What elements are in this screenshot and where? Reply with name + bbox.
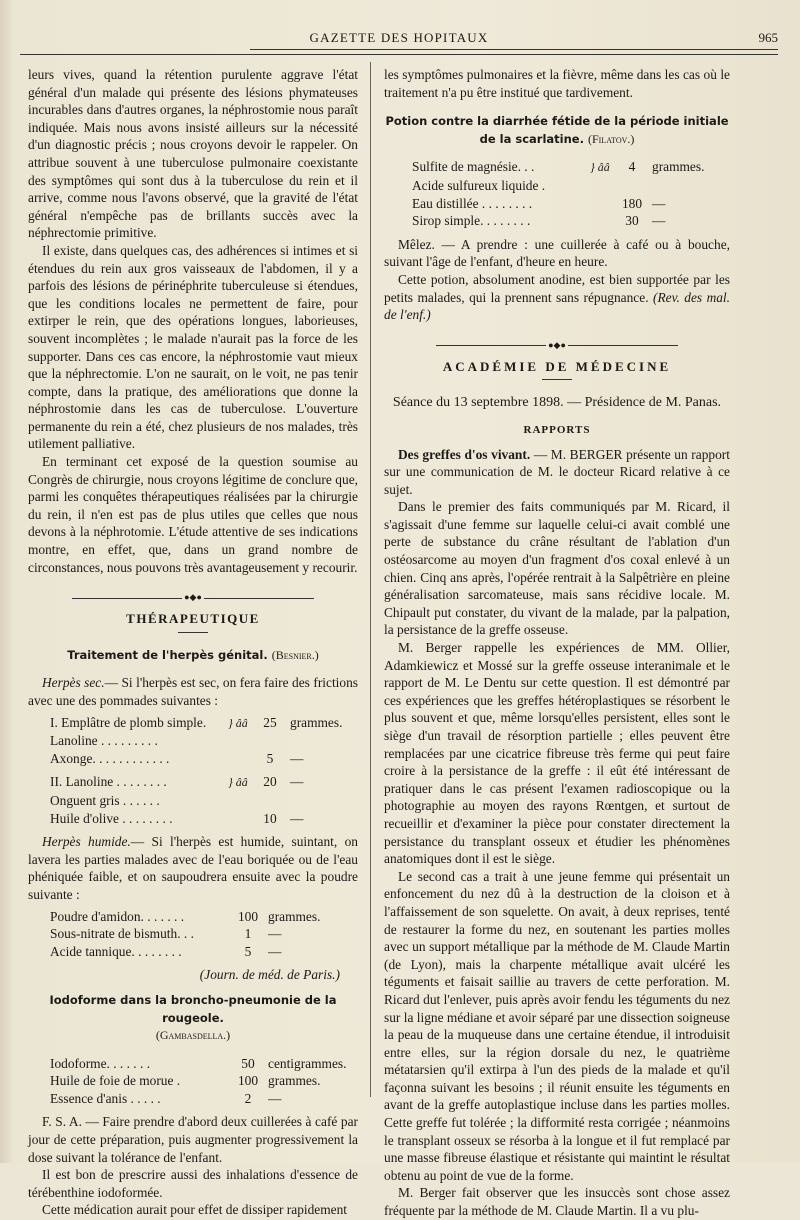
ingredient-unit: — xyxy=(290,810,304,826)
ingredient-unit: — xyxy=(290,750,304,766)
article-title-text: Iodoforme dans la broncho-pneumonie de la rougeole. xyxy=(49,992,337,1025)
ingredient-name: Acide sulfureux liquide . xyxy=(412,177,546,193)
reporter: — M. BERGER xyxy=(533,446,623,462)
ingredient-name: Huile de foie de morue . xyxy=(50,1073,181,1089)
prescription-2 xyxy=(50,773,358,827)
paragraph: F. S. A. — Faire prendre d'abord deux cuillerées à café par jour de cette préparation, puis augmenter progressivement la dose suivant la tolérance de l'enfant. xyxy=(28,1114,358,1165)
column-divider xyxy=(370,62,371,1097)
section-title-academie: ACADÉMIE DE MÉDECINE xyxy=(442,358,672,374)
page-header xyxy=(20,24,778,48)
ingredient-row xyxy=(50,773,358,792)
ingredient-brace: } ââ xyxy=(590,160,610,175)
ingredient-row xyxy=(50,943,358,961)
article-title-herpes xyxy=(28,647,358,665)
ingredient-row xyxy=(412,177,730,195)
paragraph: M. Berger rappelle les expériences de MM. Ollier, Adamkiewicz et Mossé sur la greffe osseuse interanimale et le rapport de M. Le Dentu sur cette question. Il est démontré par ces expériences que les greffes hétéroplastiques se résorbent le plus souvent et que, même lorsqu'elles persistent, elles sont le siège d'un travail de résorption partielle ; elles peuvent être remplacées par une cicatrice fibreuse très ferme qui peut faire croire à la persistance de la greffe : il eût été intéressant de pratiquer dans le cas présent l'examen radioscopique ou la photographie au moyen des rayons Rœntgen, et surtout de recueillir et d'examiner la pièce pour constater directement la persistance du transplant osseux et étudier les phénomènes anatomiques dont il est le siège. xyxy=(384,640,730,867)
ingredient-unit: — xyxy=(268,1090,282,1106)
ingredient-unit: — xyxy=(652,195,666,211)
ingredient-name: Sous-nitrate de bismuth. . . xyxy=(50,926,194,942)
ingredient-qty: 20 xyxy=(263,774,277,790)
ingredient-row xyxy=(50,1072,358,1090)
source-citation: (Journ. de méd. de Paris.) xyxy=(199,967,340,983)
short-rule xyxy=(178,632,208,633)
ingredient-brace: } ââ xyxy=(228,715,248,730)
ingredient-qty: 25 xyxy=(263,714,277,730)
ingredient-qty: 2 xyxy=(244,1090,252,1106)
paragraph: Cette médication aurait pour effet de dissiper rapidement xyxy=(42,1202,348,1218)
paragraph: Dans le premier des faits communiqués par M. Ricard, il s'agissait d'une femme sur laquelle celui-ci avait comblé une perte de substance du crâne résultant de l'ablation d'un ostéosarcome au moyen d'un fragment d'os coxal enlevé à un chien. Cinq ans après, l'opérée rentrait à la Salpêtrière en pleine généralisation sarcomateuse, mais sans récidive locale. M. Chipault put constater, du vivant de la malade, par la palpation, la persistance de la greffe osseuse. xyxy=(384,499,730,638)
paragraph-herpes-humide xyxy=(28,833,358,903)
paragraph: Il est bon de prescrire aussi des inhalations d'essence de térébenthine iodoformée. xyxy=(28,1167,358,1200)
section-ornament: ●◆● xyxy=(384,336,730,346)
ingredient-name: Lanoline . . . . . . . . . xyxy=(50,733,158,749)
ingredient-unit: grammes. xyxy=(268,908,321,924)
rapports-heading: RAPPORTS xyxy=(523,423,591,436)
ingredient-qty: 5 xyxy=(266,750,274,766)
paragraph-potion-note xyxy=(384,271,730,324)
lead-in: Des greffes d'os vivant. xyxy=(398,446,531,462)
ingredient-row xyxy=(50,792,358,810)
ingredient-qty: 100 xyxy=(237,908,259,924)
article-title-text: Traitement de l'herpès génital. xyxy=(67,647,268,662)
paragraph: Mêlez. — A prendre : une cuillerée à café ou à bouche, suivant l'âge de l'enfant, d'heure en heure. xyxy=(384,236,730,270)
lead-in: Herpès humide. xyxy=(42,834,131,850)
ingredient-qty: 180 xyxy=(621,195,643,211)
ingredient-name: Sulfite de magnésie. . . xyxy=(412,159,535,175)
paragraph-text: Cette potion, absolument anodine, est bien supportée par les petits malades, qui la prennent sans répugnance. xyxy=(384,271,730,305)
ingredient-unit: centigrammes. xyxy=(268,1055,347,1071)
left-column xyxy=(28,66,358,1219)
paragraph-text: présente un rapport sur une communication de M. le docteur Ricard relative à ce sujet. xyxy=(384,446,730,497)
section-ornament: ●◆● xyxy=(28,588,358,598)
ingredient-qty: 10 xyxy=(263,810,277,826)
prescription-4 xyxy=(50,1055,358,1108)
source-citation: (Rev. des mal. de l'enf.) xyxy=(384,289,731,323)
prescription-1 xyxy=(50,714,358,768)
ingredient-unit: — xyxy=(268,926,282,942)
ingredient-name: Iodoforme. . . . . . . xyxy=(50,1055,151,1071)
ingredient-name: Onguent gris . . . . . . xyxy=(50,792,160,808)
ingredient-qty: 5 xyxy=(244,943,252,959)
ingredient-name: Poudre d'amidon. . . . . . . xyxy=(50,908,185,924)
session-line: Séance du 13 septembre 1898. — Présidence de M. Panas. xyxy=(392,395,722,411)
paragraph-herpes-sec xyxy=(28,674,358,709)
article-title-text: Potion contre la diarrhée fétide de la période initiale de la scarlatine. xyxy=(385,114,729,146)
lead-in: Herpès sec. xyxy=(42,675,105,691)
ingredient-unit: grammes. xyxy=(652,159,705,175)
paragraph-greffes xyxy=(384,446,730,499)
paragraph: les symptômes pulmonaires et la fièvre, même dans les cas où le traitement n'a pu être institué que tardivement. xyxy=(384,67,730,100)
paragraph: Il existe, dans quelques cas, des adhérences si intimes et si étendues du rein aux gros vaisseaux de l'abdomen, il y a parfois des lésions de périnéphrite tuberculeuse si étendues, que les conditions locales ne permettent de faire, pour extirper le rein, que des opérations longues, laborieuses, souvent incomplètes ; le malade n'aurait pas la force de les supporter. Dans ces cas encore, la néphrostomie vaut mieux que la néphrectomie. L'on ne saurait, on le voit, ne pas tenir compte, dans la pratique, des améliorations que donne la néphrostomie dans les cas de tuberculose. L'ouverture permanente du rein a été, chez plusieurs de nos malades, très utilement palliative. xyxy=(28,242,358,452)
article-author: (Filatov.) xyxy=(587,131,635,146)
ingredient-name: Axonge. . . . . . . . . . . . xyxy=(50,750,170,766)
ingredient-unit: — xyxy=(290,774,304,790)
ingredient-row xyxy=(50,732,358,750)
ingredient-row xyxy=(50,908,358,926)
ingredient-row xyxy=(412,158,730,177)
ingredient-qty: 4 xyxy=(628,159,636,175)
article-title-potion xyxy=(384,113,730,148)
prescription-5 xyxy=(412,158,730,229)
article-author: (Besnier.) xyxy=(271,647,319,662)
paragraph: En terminant cet exposé de la question soumise au Congrès de chirurgie, nous croyons légitime de conclure que, parmi les conquêtes thérapeutiques réalisées par la chirurgie du rein, il n'en est pas de plus utiles que celles que nous devons à la néphrotomie. L'étude attentive de ses indications montre, en effet, que, dans un grand nombre de circonstances, nous pouvons très avantageusement y recourir. xyxy=(28,454,358,575)
ingredient-unit: — xyxy=(652,213,666,229)
ingredient-row xyxy=(50,1090,358,1108)
header-rule-bottom xyxy=(20,54,778,55)
ingredient-name: Huile d'olive . . . . . . . . xyxy=(50,810,173,826)
paragraph-text: — Si l'herpès est sec, on fera faire des frictions avec une des pommades suivantes : xyxy=(28,675,358,708)
ingredient-qty: 30 xyxy=(625,213,639,229)
ingredient-row xyxy=(50,1055,358,1073)
ingredient-name: Sirop simple. . . . . . . . xyxy=(412,213,531,229)
ingredient-unit: — xyxy=(268,943,282,959)
article-author: (Gambasdella.) xyxy=(155,1028,231,1043)
prescription-3 xyxy=(50,908,358,961)
ingredient-name: I. Emplâtre de plomb simple. xyxy=(50,714,207,730)
ingredient-unit: grammes. xyxy=(290,714,343,730)
page-number: 965 xyxy=(758,30,778,45)
article-title-iodoforme xyxy=(28,992,358,1045)
ingredient-qty: 50 xyxy=(241,1055,255,1071)
ingredient-name: Essence d'anis . . . . . xyxy=(50,1090,161,1106)
ingredient-row xyxy=(412,195,730,213)
paragraph: Le second cas a trait à une jeune femme qui présentait un enfoncement du nez dû à la destruction de la cloison et à l'affaissement de son squelette. On avait, à deux reprises, tenté de restaurer la forme du nez, en soutenant les parties molles avec un support métallique par la méthode de M. Claude Martin (de Lyon), mais la charpente métallique avait ulcéré les téguments et faisait saillie au travers de cette perforation. M. Ricard dut l'enlever, puis après avoir fendu les téguments du nez sur la ligne médiane et avoir séparé par une dissection soigneuse la peau de la muqueuse dans une certaine étendue, il introduisit entre elles, sur la région dorsale du nez, le quatrième métatarsien qu'il extirpa à l'un des pieds de la malade et qu'il façonna suivant les besoins ; il réunit ensuite les téguments en avant de la greffe autoplastique incluse dans les parties molles. Cette greffe fut tolérée ; la difformité resta corrigée ; néanmoins le transplant osseux se résorba à la longue et il fut remplacé par une masse fibreuse élastique et résistante qui maintint le résultat obtenu au point de vue de la forme. xyxy=(384,868,730,1183)
ingredient-row xyxy=(50,925,358,943)
ingredient-name: II. Lanoline . . . . . . . . xyxy=(50,774,167,790)
ingredient-name: Eau distillée . . . . . . . . xyxy=(412,195,533,211)
paragraph: M. Berger fait observer que les insuccès sont chose assez fréquente par la méthode de M. Claude Martin. Il a vu plu- xyxy=(384,1185,730,1219)
paragraph-text: — Si l'herpès est humide, suintant, on lavera les parties malades avec de l'eau boriquée ou de l'eau phéniquée faible, et on saupoudrera ensuite avec la poudre suivante : xyxy=(28,834,358,902)
ingredient-row xyxy=(412,212,730,230)
short-rule xyxy=(542,379,572,380)
ingredient-row xyxy=(50,750,358,768)
ingredient-qty: 100 xyxy=(237,1073,259,1089)
paragraph: leurs vives, quand la rétention purulente aggrave l'état général d'un malade qui présente des lésions phymateuses incurables dans d'autres organes, la néphrostomie nous paraît indiquée. Mais nous avons insisté ailleurs sur la nécessité d'un diagnostic précis ; nous croyons devoir le rappeler. On attribue souvent à une tuberculose pulmonaire coexistante des symptômes qui sont dus à la tuberculose du rein et il arrive, comme nous l'avons observé, que la gravité de l'état général n'empêche pas de brillants succès avec la néphrectomie primitive. xyxy=(28,67,358,241)
ingredient-name: Acide tannique. . . . . . . . xyxy=(50,943,182,959)
header-rule-top xyxy=(250,49,778,50)
ingredient-qty: 1 xyxy=(244,926,252,942)
ingredient-brace: } ââ xyxy=(228,775,248,790)
journal-title: GAZETTE DES HOPITAUX xyxy=(309,30,489,45)
ingredient-unit: grammes. xyxy=(268,1073,321,1089)
ingredient-row xyxy=(50,714,358,733)
right-column xyxy=(384,66,730,1220)
section-title-therapeutique: THÉRAPEUTIQUE xyxy=(126,611,260,627)
ingredient-row xyxy=(50,810,358,828)
